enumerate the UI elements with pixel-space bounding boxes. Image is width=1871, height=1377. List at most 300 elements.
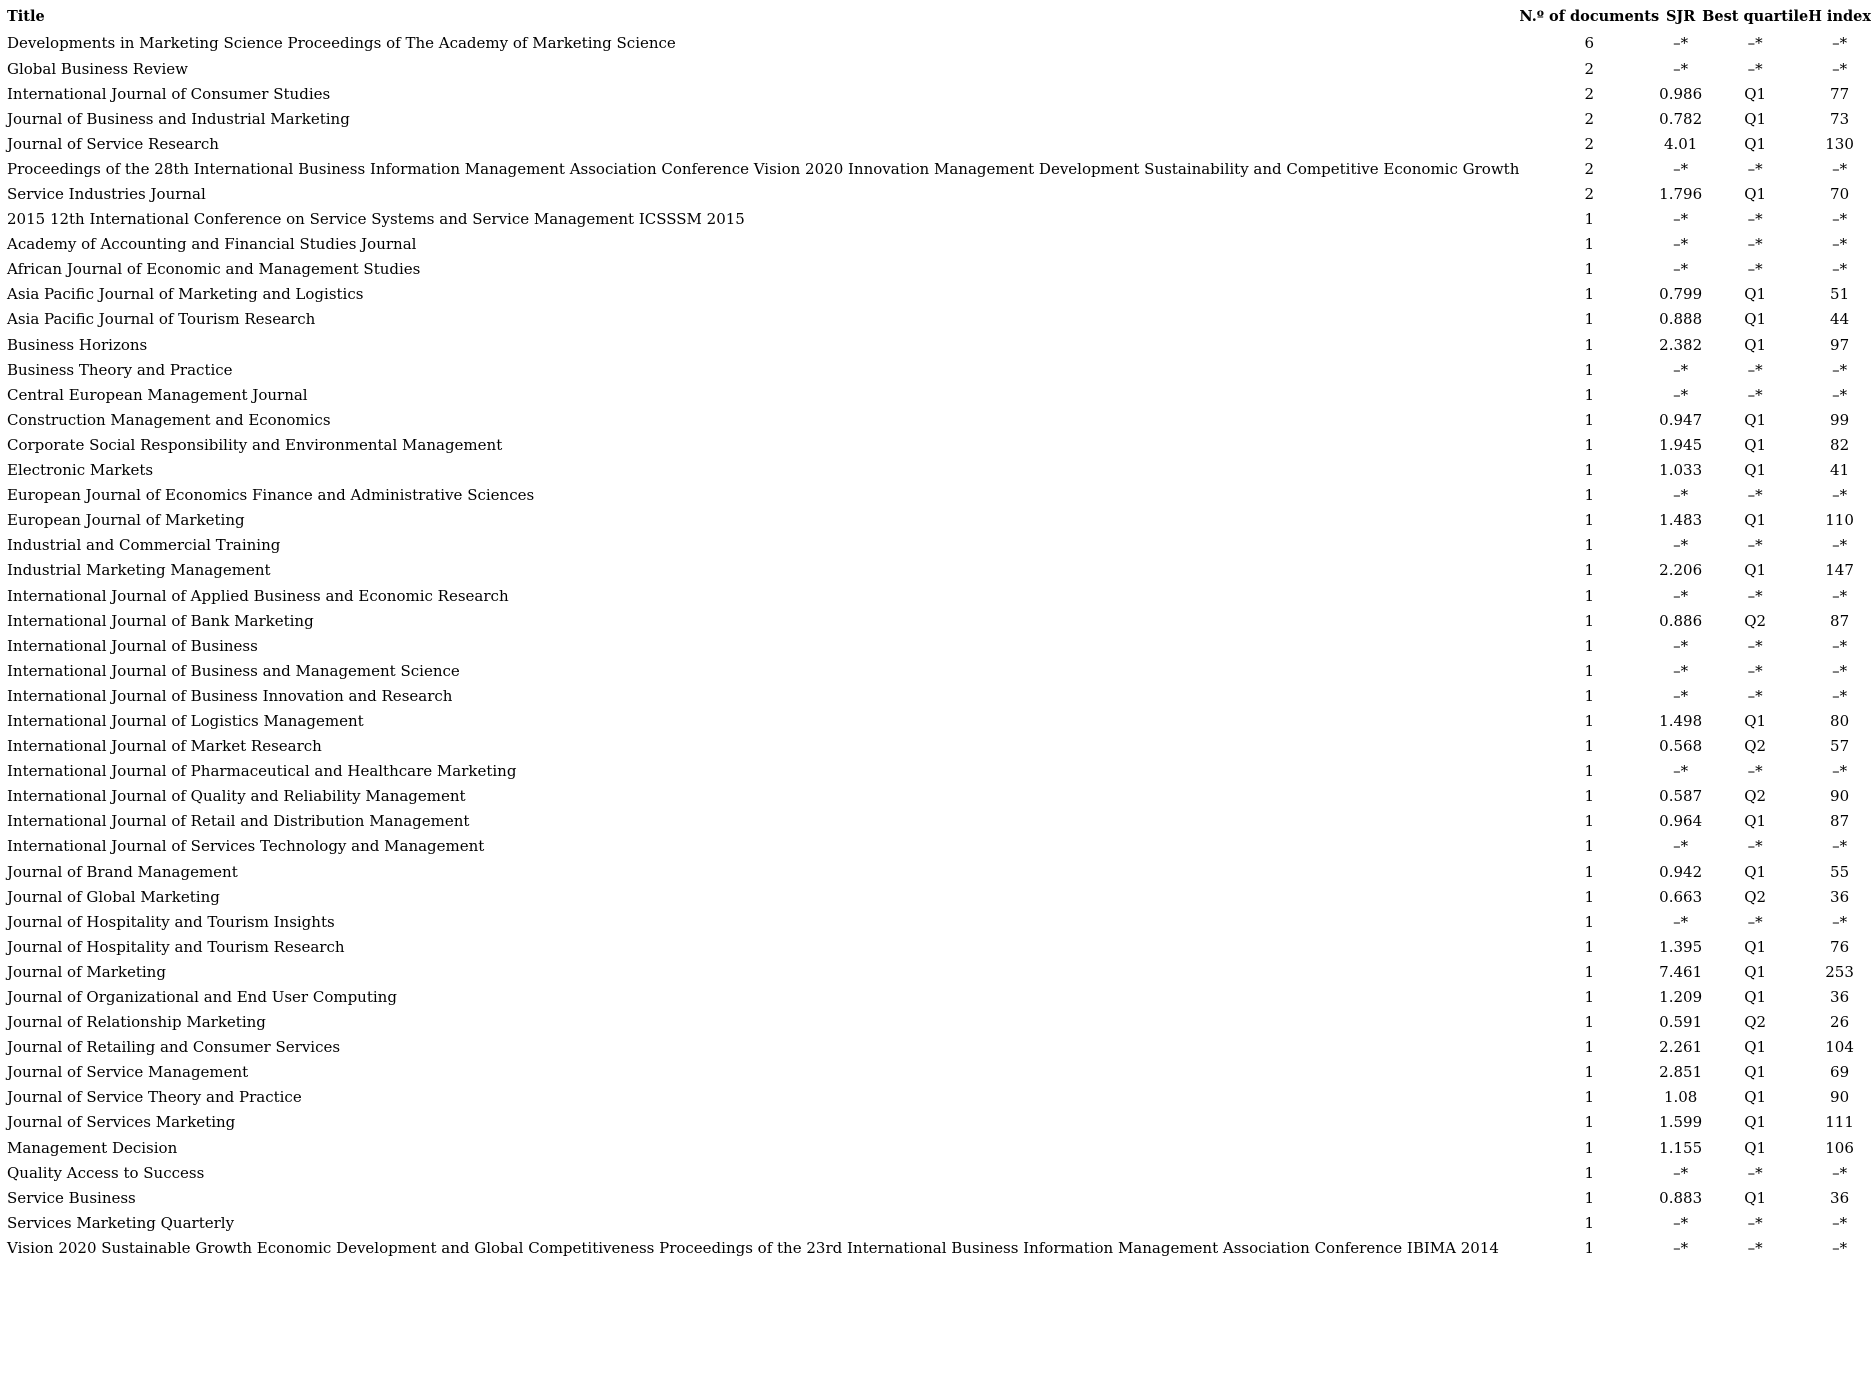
cell-documents: 1 <box>1584 837 1595 856</box>
cell-sjr: –* <box>1673 385 1689 404</box>
cell-h-index: –* <box>1832 486 1848 505</box>
cell-title: Journal of Brand Management <box>7 862 238 881</box>
cell-title: Journal of Hospitality and Tourism Research <box>7 937 345 956</box>
cell-h-index: –* <box>1832 1213 1848 1232</box>
cell-quartile: –* <box>1747 385 1763 404</box>
cell-sjr: 1.599 <box>1659 1113 1703 1132</box>
cell-sjr: 0.568 <box>1659 737 1703 756</box>
table-row <box>0 1060 1871 1085</box>
cell-sjr: –* <box>1673 34 1689 53</box>
cell-sjr: –* <box>1673 1213 1689 1232</box>
cell-quartile: –* <box>1747 1213 1763 1232</box>
cell-quartile: Q1 <box>1744 1113 1767 1132</box>
cell-h-index: 110 <box>1825 511 1854 530</box>
column-header-documents: N.º of documents <box>1519 7 1660 25</box>
cell-title: Asia Pacific Journal of Marketing and Logistics <box>7 285 364 304</box>
cell-title: Proceedings of the 28th International Business Information Management Association Conference Vision 2020 Innovation Management Development Sustainability and Competitive Economic Growth <box>7 159 1520 178</box>
cell-sjr: 0.883 <box>1659 1188 1703 1207</box>
cell-title: Journal of Service Management <box>7 1063 249 1082</box>
table-row <box>0 884 1871 909</box>
cell-documents: 1 <box>1584 937 1595 956</box>
cell-title: International Journal of Applied Business and Economic Research <box>7 586 509 605</box>
table-row <box>0 1160 1871 1185</box>
cell-documents: 1 <box>1584 586 1595 605</box>
cell-sjr: 1.08 <box>1663 1088 1698 1107</box>
table-row <box>0 934 1871 959</box>
cell-documents: 1 <box>1584 1038 1595 1057</box>
cell-h-index: 253 <box>1825 962 1854 981</box>
cell-h-index: 99 <box>1830 410 1850 429</box>
cell-title: Journal of Service Research <box>7 134 219 153</box>
cell-h-index: –* <box>1832 59 1848 78</box>
cell-quartile: Q2 <box>1744 787 1767 806</box>
cell-documents: 1 <box>1584 335 1595 354</box>
cell-documents: 1 <box>1584 812 1595 831</box>
cell-h-index: –* <box>1832 912 1848 931</box>
cell-h-index: –* <box>1832 34 1848 53</box>
table-row <box>0 683 1871 708</box>
cell-h-index: 97 <box>1830 335 1850 354</box>
cell-documents: 1 <box>1584 285 1595 304</box>
table-row <box>0 332 1871 357</box>
cell-title: International Journal of Bank Marketing <box>7 611 314 630</box>
cell-documents: 1 <box>1584 1213 1595 1232</box>
cell-quartile: –* <box>1747 1238 1763 1257</box>
table-row <box>0 106 1871 131</box>
cell-sjr: –* <box>1673 686 1689 705</box>
table-row <box>0 909 1871 934</box>
cell-h-index: 36 <box>1830 887 1850 906</box>
table-row <box>0 483 1871 508</box>
cell-h-index: –* <box>1832 686 1848 705</box>
cell-quartile: Q2 <box>1744 1013 1767 1032</box>
cell-h-index: –* <box>1832 661 1848 680</box>
cell-title: Journal of Business and Industrial Marketing <box>7 109 350 128</box>
cell-quartile: –* <box>1747 661 1763 680</box>
table-row <box>0 382 1871 407</box>
table-row <box>0 207 1871 232</box>
cell-quartile: Q1 <box>1744 1188 1767 1207</box>
cell-quartile: Q1 <box>1744 1138 1767 1157</box>
cell-sjr: 0.663 <box>1659 887 1703 906</box>
cell-sjr: –* <box>1673 260 1689 279</box>
cell-title: Industrial Marketing Management <box>7 561 271 580</box>
table-row <box>0 759 1871 784</box>
cell-h-index: 76 <box>1830 937 1850 956</box>
cell-title: Management Decision <box>7 1138 178 1157</box>
cell-h-index: 77 <box>1830 84 1850 103</box>
table-row <box>0 784 1871 809</box>
cell-sjr: 1.796 <box>1659 185 1703 203</box>
cell-sjr: 0.888 <box>1659 310 1703 329</box>
cell-documents: 1 <box>1584 461 1595 480</box>
cell-sjr: 1.945 <box>1659 435 1703 454</box>
cell-documents: 1 <box>1584 661 1595 680</box>
cell-quartile: Q1 <box>1744 937 1767 956</box>
cell-title: Central European Management Journal <box>7 385 308 404</box>
cell-quartile: Q2 <box>1744 611 1767 630</box>
cell-quartile: Q1 <box>1744 185 1767 203</box>
cell-title: Journal of Services Marketing <box>7 1113 236 1132</box>
cell-title: 2015 12th International Conference on Service Systems and Service Management ICSSSM 2015 <box>7 210 745 229</box>
cell-documents: 1 <box>1584 360 1595 379</box>
cell-title: International Journal of Pharmaceutical and Healthcare Marketing <box>7 762 517 781</box>
table-row <box>0 608 1871 633</box>
cell-h-index: 55 <box>1830 862 1850 881</box>
cell-quartile: Q1 <box>1744 988 1767 1006</box>
cell-h-index: –* <box>1832 360 1848 379</box>
table-row <box>0 583 1871 608</box>
table-row <box>0 1210 1871 1235</box>
cell-h-index: –* <box>1832 210 1848 229</box>
cell-documents: 1 <box>1584 385 1595 404</box>
cell-h-index: 130 <box>1825 134 1854 153</box>
cell-h-index: 90 <box>1830 787 1850 806</box>
table-row <box>0 307 1871 332</box>
cell-sjr: –* <box>1673 536 1689 555</box>
cell-documents: 1 <box>1584 611 1595 630</box>
cell-quartile: –* <box>1747 686 1763 705</box>
cell-h-index: 41 <box>1830 461 1850 480</box>
cell-title: Academy of Accounting and Financial Studies Journal <box>7 235 417 254</box>
cell-title: Journal of Global Marketing <box>7 887 220 906</box>
cell-sjr: –* <box>1673 661 1689 680</box>
cell-h-index: –* <box>1832 385 1848 404</box>
cell-title: Journal of Relationship Marketing <box>7 1013 266 1032</box>
cell-documents: 2 <box>1584 185 1595 203</box>
cell-title: International Journal of Business and Management Science <box>7 661 460 680</box>
cell-h-index: –* <box>1832 837 1848 856</box>
cell-documents: 1 <box>1584 210 1595 229</box>
cell-h-index: –* <box>1832 260 1848 279</box>
cell-title: Global Business Review <box>7 59 188 78</box>
cell-quartile: –* <box>1747 34 1763 53</box>
cell-title: Electronic Markets <box>7 461 154 480</box>
table-row <box>0 1236 1871 1261</box>
table-row <box>0 834 1871 859</box>
cell-title: European Journal of Marketing <box>7 511 245 530</box>
cell-documents: 6 <box>1584 34 1595 53</box>
cell-documents: 1 <box>1584 887 1595 906</box>
cell-title: Journal of Hospitality and Tourism Insights <box>7 912 335 931</box>
cell-h-index: 70 <box>1830 185 1850 203</box>
cell-documents: 1 <box>1584 310 1595 329</box>
cell-title: Service Business <box>7 1188 136 1207</box>
cell-title: Service Industries Journal <box>7 185 206 203</box>
column-header-h-index: H index <box>1808 7 1871 25</box>
table-row <box>0 508 1871 533</box>
cell-documents: 1 <box>1584 787 1595 806</box>
cell-sjr: 2.851 <box>1659 1063 1703 1082</box>
cell-quartile: –* <box>1747 762 1763 781</box>
cell-documents: 1 <box>1584 686 1595 705</box>
cell-sjr: 0.587 <box>1659 787 1703 806</box>
table-row <box>0 658 1871 683</box>
cell-documents: 1 <box>1584 435 1595 454</box>
table-row <box>0 156 1871 181</box>
cell-title: Journal of Organizational and End User Computing <box>7 988 397 1006</box>
table-row <box>0 81 1871 106</box>
cell-title: International Journal of Quality and Reliability Management <box>7 787 466 806</box>
cell-quartile: Q1 <box>1744 1088 1767 1107</box>
cell-quartile: Q1 <box>1744 410 1767 429</box>
table-row <box>0 1185 1871 1210</box>
cell-quartile: Q1 <box>1744 812 1767 831</box>
cell-documents: 2 <box>1584 84 1595 103</box>
cell-sjr: –* <box>1673 912 1689 931</box>
journal-table <box>0 3 1871 1261</box>
cell-h-index: 87 <box>1830 812 1850 831</box>
table-row <box>0 232 1871 257</box>
cell-documents: 1 <box>1584 1088 1595 1107</box>
cell-quartile: –* <box>1747 586 1763 605</box>
cell-quartile: Q1 <box>1744 862 1767 881</box>
column-header-quartile: Best quartile <box>1702 7 1809 25</box>
table-row <box>0 1010 1871 1035</box>
cell-documents: 1 <box>1584 988 1595 1006</box>
cell-quartile: Q1 <box>1744 461 1767 480</box>
cell-documents: 1 <box>1584 962 1595 981</box>
cell-documents: 1 <box>1584 1013 1595 1032</box>
table-row <box>0 1085 1871 1110</box>
cell-documents: 2 <box>1584 59 1595 78</box>
cell-quartile: Q1 <box>1744 109 1767 128</box>
cell-sjr: 7.461 <box>1659 962 1703 981</box>
header-row <box>0 3 1871 31</box>
cell-quartile: Q1 <box>1744 435 1767 454</box>
cell-quartile: Q1 <box>1744 134 1767 153</box>
table-row <box>0 959 1871 984</box>
table-row <box>0 282 1871 307</box>
cell-documents: 2 <box>1584 134 1595 153</box>
cell-title: International Journal of Consumer Studies <box>7 84 331 103</box>
cell-h-index: –* <box>1832 1238 1848 1257</box>
cell-title: Construction Management and Economics <box>7 410 331 429</box>
cell-h-index: 111 <box>1825 1113 1854 1132</box>
cell-title: Industrial and Commercial Training <box>7 536 281 555</box>
cell-sjr: 0.947 <box>1659 410 1703 429</box>
table-row <box>0 859 1871 884</box>
column-header-sjr: SJR <box>1665 7 1696 25</box>
cell-sjr: –* <box>1673 1238 1689 1257</box>
cell-h-index: 73 <box>1830 109 1850 128</box>
cell-documents: 1 <box>1584 1113 1595 1132</box>
table-row <box>0 533 1871 558</box>
cell-sjr: 1.498 <box>1659 711 1703 730</box>
table-header <box>0 3 1871 31</box>
table-row <box>0 407 1871 432</box>
cell-quartile: Q1 <box>1744 335 1767 354</box>
cell-h-index: 51 <box>1830 285 1850 304</box>
cell-sjr: 0.986 <box>1659 84 1703 103</box>
cell-title: International Journal of Business <box>7 636 258 655</box>
cell-h-index: 44 <box>1830 310 1850 329</box>
cell-h-index: 106 <box>1825 1138 1854 1157</box>
cell-title: International Journal of Market Research <box>7 737 322 756</box>
cell-quartile: –* <box>1747 260 1763 279</box>
cell-title: Business Theory and Practice <box>7 360 233 379</box>
cell-sjr: 0.799 <box>1659 285 1703 304</box>
cell-documents: 1 <box>1584 511 1595 530</box>
cell-h-index: –* <box>1832 1163 1848 1182</box>
cell-quartile: Q1 <box>1744 511 1767 530</box>
cell-h-index: 69 <box>1830 1063 1850 1082</box>
table-row <box>0 433 1871 458</box>
cell-title: Journal of Marketing <box>7 962 166 981</box>
table-row <box>0 1110 1871 1135</box>
cell-quartile: –* <box>1747 235 1763 254</box>
cell-h-index: 57 <box>1830 737 1850 756</box>
table-row <box>0 56 1871 81</box>
cell-title: Quality Access to Success <box>7 1163 205 1182</box>
table-row <box>0 131 1871 156</box>
cell-quartile: –* <box>1747 486 1763 505</box>
cell-documents: 1 <box>1584 561 1595 580</box>
cell-quartile: Q1 <box>1744 711 1767 730</box>
cell-sjr: –* <box>1673 586 1689 605</box>
cell-quartile: Q1 <box>1744 962 1767 981</box>
cell-h-index: –* <box>1832 536 1848 555</box>
cell-title: Corporate Social Responsibility and Environmental Management <box>7 435 503 454</box>
cell-quartile: Q1 <box>1744 1038 1767 1057</box>
cell-h-index: 80 <box>1830 711 1850 730</box>
cell-documents: 1 <box>1584 1063 1595 1082</box>
cell-quartile: Q2 <box>1744 737 1767 756</box>
cell-h-index: 104 <box>1825 1038 1854 1057</box>
column-header-title: Title <box>7 7 45 25</box>
cell-sjr: –* <box>1673 210 1689 229</box>
cell-quartile: –* <box>1747 912 1763 931</box>
cell-documents: 1 <box>1584 260 1595 279</box>
table-body <box>0 31 1871 1261</box>
cell-sjr: –* <box>1673 636 1689 655</box>
cell-h-index: –* <box>1832 159 1848 178</box>
cell-sjr: –* <box>1673 1163 1689 1182</box>
table-row <box>0 558 1871 583</box>
cell-h-index: 82 <box>1830 435 1850 454</box>
cell-quartile: –* <box>1747 837 1763 856</box>
cell-documents: 1 <box>1584 1138 1595 1157</box>
cell-sjr: –* <box>1673 59 1689 78</box>
cell-h-index: –* <box>1832 586 1848 605</box>
cell-documents: 1 <box>1584 1238 1595 1257</box>
table-row <box>0 633 1871 658</box>
cell-sjr: 0.591 <box>1659 1013 1703 1032</box>
cell-documents: 1 <box>1584 1163 1595 1182</box>
cell-documents: 1 <box>1584 536 1595 555</box>
cell-documents: 1 <box>1584 486 1595 505</box>
table-row <box>0 1035 1871 1060</box>
cell-title: European Journal of Economics Finance and Administrative Sciences <box>7 486 535 505</box>
cell-quartile: Q1 <box>1744 310 1767 329</box>
cell-quartile: –* <box>1747 159 1763 178</box>
cell-h-index: 36 <box>1830 988 1850 1006</box>
cell-documents: 1 <box>1584 862 1595 881</box>
cell-h-index: 26 <box>1830 1013 1850 1032</box>
cell-title: International Journal of Services Technology and Management <box>7 837 485 856</box>
cell-quartile: –* <box>1747 636 1763 655</box>
cell-sjr: 0.782 <box>1659 109 1703 128</box>
cell-sjr: 4.01 <box>1663 134 1698 153</box>
cell-sjr: –* <box>1673 837 1689 856</box>
cell-sjr: 1.033 <box>1659 461 1703 480</box>
cell-sjr: –* <box>1673 762 1689 781</box>
cell-sjr: 1.395 <box>1659 937 1703 956</box>
cell-documents: 1 <box>1584 737 1595 756</box>
cell-documents: 1 <box>1584 711 1595 730</box>
cell-documents: 2 <box>1584 109 1595 128</box>
cell-sjr: 2.206 <box>1659 561 1703 580</box>
table-row <box>0 182 1871 207</box>
cell-documents: 1 <box>1584 235 1595 254</box>
cell-quartile: Q1 <box>1744 561 1767 580</box>
cell-sjr: 1.155 <box>1659 1138 1703 1157</box>
cell-title: International Journal of Business Innovation and Research <box>7 686 453 705</box>
cell-documents: 1 <box>1584 410 1595 429</box>
cell-documents: 1 <box>1584 762 1595 781</box>
cell-quartile: –* <box>1747 360 1763 379</box>
cell-h-index: 87 <box>1830 611 1850 630</box>
cell-title: Asia Pacific Journal of Tourism Research <box>7 310 316 329</box>
table-row <box>0 709 1871 734</box>
cell-documents: 1 <box>1584 1188 1595 1207</box>
cell-h-index: –* <box>1832 762 1848 781</box>
cell-sjr: –* <box>1673 486 1689 505</box>
cell-sjr: 1.209 <box>1659 988 1703 1006</box>
table-row <box>0 357 1871 382</box>
cell-sjr: 2.382 <box>1659 335 1703 354</box>
cell-documents: 1 <box>1584 636 1595 655</box>
cell-title: Vision 2020 Sustainable Growth Economic Development and Global Competitiveness Proceedings of the 23rd International Business Information Management Association Conference IBIMA 2014 <box>7 1238 1499 1257</box>
cell-documents: 1 <box>1584 912 1595 931</box>
cell-h-index: 36 <box>1830 1188 1850 1207</box>
cell-sjr: 0.942 <box>1659 862 1703 881</box>
cell-title: International Journal of Retail and Distribution Management <box>7 812 470 831</box>
cell-quartile: –* <box>1747 536 1763 555</box>
cell-quartile: Q2 <box>1744 887 1767 906</box>
cell-sjr: –* <box>1673 360 1689 379</box>
cell-title: International Journal of Logistics Management <box>7 711 364 730</box>
cell-title: Journal of Retailing and Consumer Services <box>7 1038 341 1057</box>
cell-quartile: Q1 <box>1744 84 1767 103</box>
cell-h-index: –* <box>1832 235 1848 254</box>
cell-sjr: –* <box>1673 159 1689 178</box>
table-row <box>0 31 1871 56</box>
cell-title: Services Marketing Quarterly <box>7 1213 235 1232</box>
cell-h-index: 147 <box>1825 561 1854 580</box>
cell-sjr: 2.261 <box>1659 1038 1703 1057</box>
cell-title: Business Horizons <box>7 335 148 354</box>
cell-h-index: –* <box>1832 636 1848 655</box>
cell-sjr: 1.483 <box>1659 511 1703 530</box>
table-row <box>0 809 1871 834</box>
cell-h-index: 90 <box>1830 1088 1850 1107</box>
cell-title: Journal of Service Theory and Practice <box>7 1088 302 1107</box>
cell-quartile: –* <box>1747 1163 1763 1182</box>
cell-quartile: Q1 <box>1744 285 1767 304</box>
table-row <box>0 734 1871 759</box>
table-row <box>0 985 1871 1010</box>
table-row <box>0 257 1871 282</box>
cell-sjr: 0.964 <box>1659 812 1703 831</box>
cell-quartile: –* <box>1747 59 1763 78</box>
cell-documents: 2 <box>1584 159 1595 178</box>
cell-sjr: –* <box>1673 235 1689 254</box>
cell-quartile: Q1 <box>1744 1063 1767 1082</box>
cell-title: African Journal of Economic and Management Studies <box>7 260 421 279</box>
cell-quartile: –* <box>1747 210 1763 229</box>
table-row <box>0 1135 1871 1160</box>
